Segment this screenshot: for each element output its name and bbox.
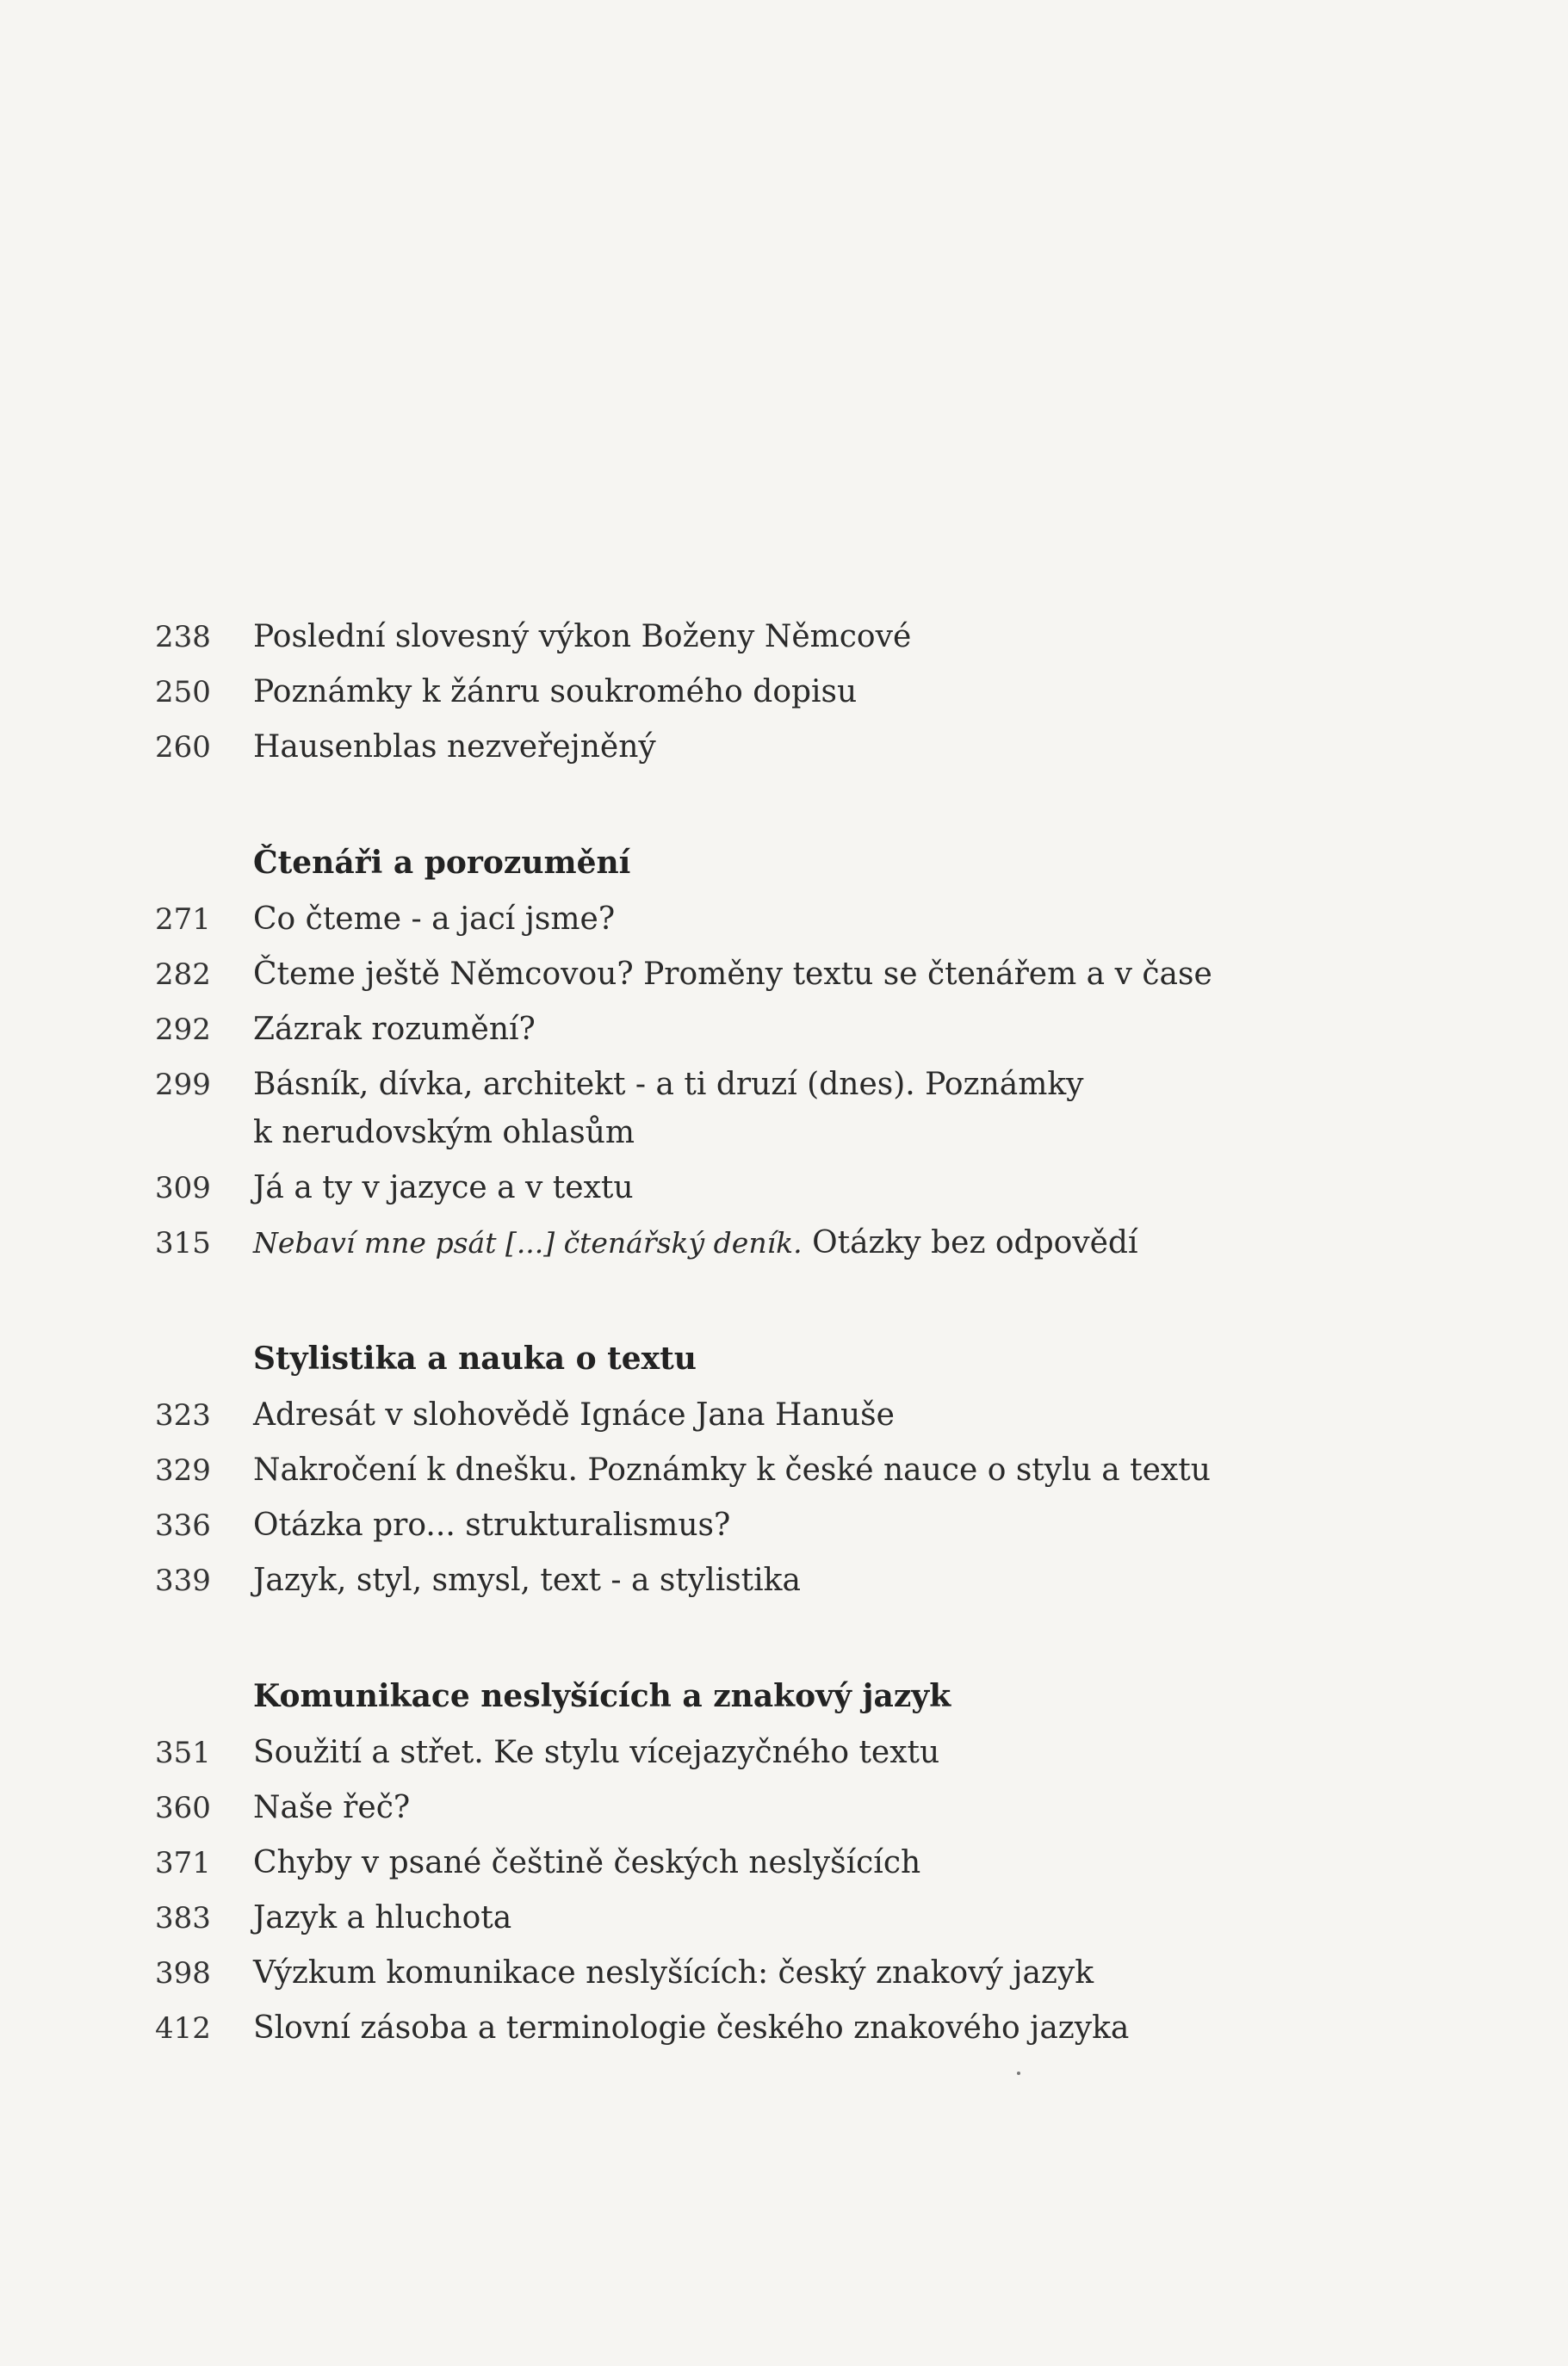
section-heading: Čtenáři a porozumění [253,845,631,881]
toc-entry [155,1391,1360,1440]
toc-entry [155,613,1360,661]
page-number: 250 [155,675,211,709]
page-number: 371 [155,1846,211,1880]
entry-title-italic: Nebaví mne psát [...] čtenářský deník. [253,1226,803,1260]
entry-title: Jazyk a hluchota [253,1900,512,1936]
entry-title: Otázka pro... strukturalismus? [253,1508,731,1543]
toc-entry [155,951,1360,999]
page-number: 351 [155,1736,211,1770]
page-number: 282 [155,957,211,992]
toc-entry [155,1164,1360,1212]
page-number: 292 [155,1013,211,1047]
page-number: 260 [155,730,211,765]
entry-title: Slovní zásoba a terminologie českého znakového jazyka [253,2010,1130,2046]
page-number: 336 [155,1508,211,1543]
entry-title: Chyby v psané češtině českých neslyšících [253,1845,921,1880]
page-number: 238 [155,620,211,654]
entry-title: Naše řeč? [253,1790,411,1825]
toc-entry [155,1839,1360,1887]
entry-title: Já a ty v jazyce a v textu [253,1170,634,1205]
page-number: 398 [155,1956,211,1991]
entry-title [253,1061,1360,1157]
section-heading: Stylistika a nauka o textu [253,1341,697,1377]
page-number: 383 [155,1901,211,1936]
page-number: 412 [155,2011,211,2046]
entry-title: Výzkum komunikace neslyšících: český znakový jazyk [253,1955,1094,1991]
table-of-contents [155,613,1360,2059]
toc-entry [155,1219,1360,1267]
entry-title: Soužití a střet. Ke stylu vícejazyčného textu [253,1735,940,1770]
toc-entry [155,1061,1360,1157]
entry-title: Zázrak rozumění? [253,1012,536,1047]
toc-entry [155,1784,1360,1832]
page-number: 315 [155,1226,211,1260]
page-number: 299 [155,1068,211,1102]
toc-entry [155,1729,1360,1777]
toc-entry [155,1557,1360,1605]
entry-title-rest: Otázky bez odpovědí [802,1225,1138,1260]
entry-title [253,1219,1360,1267]
toc-entry [155,1502,1360,1550]
entry-title: Jazyk, styl, smysl, text - a stylistika [253,1563,801,1598]
page-number: 309 [155,1171,211,1205]
section-heading: Komunikace neslyšících a znakový jazyk [253,1678,951,1714]
page-number: 329 [155,1453,211,1488]
toc-entry [155,895,1360,944]
toc-entry [155,1006,1360,1054]
stray-dot [1017,2072,1020,2075]
entry-title: Adresát v slohovědě Ignáce Jana Hanuše [253,1397,895,1433]
page-number: 339 [155,1564,211,1598]
toc-entry [155,1446,1360,1495]
toc-entry [155,668,1360,716]
entry-title: Čteme ještě Němcovou? Proměny textu se čtenářem a v čase [253,957,1212,992]
toc-entry [155,1894,1360,1942]
entry-title: Poznámky k žánru soukromého dopisu [253,674,858,709]
toc-entry [155,723,1360,771]
toc-entry [155,2004,1360,2053]
page-number: 323 [155,1398,211,1433]
entry-title-line-2: k nerudovským ohlasům [253,1115,635,1150]
entry-title: Co čteme - a jací jsme? [253,901,616,937]
entry-title: Hausenblas nezveřejněný [253,729,656,765]
entry-title: Nakročení k dnešku. Poznámky k české nauce o stylu a textu [253,1452,1211,1488]
page-number: 360 [155,1791,211,1825]
entry-title-line-1: Básník, dívka, architekt - a ti druzí (dnes). Poznámky [253,1067,1084,1102]
toc-entry [155,1949,1360,1997]
page-number: 271 [155,902,211,937]
entry-title: Poslední slovesný výkon Boženy Němcové [253,619,912,654]
